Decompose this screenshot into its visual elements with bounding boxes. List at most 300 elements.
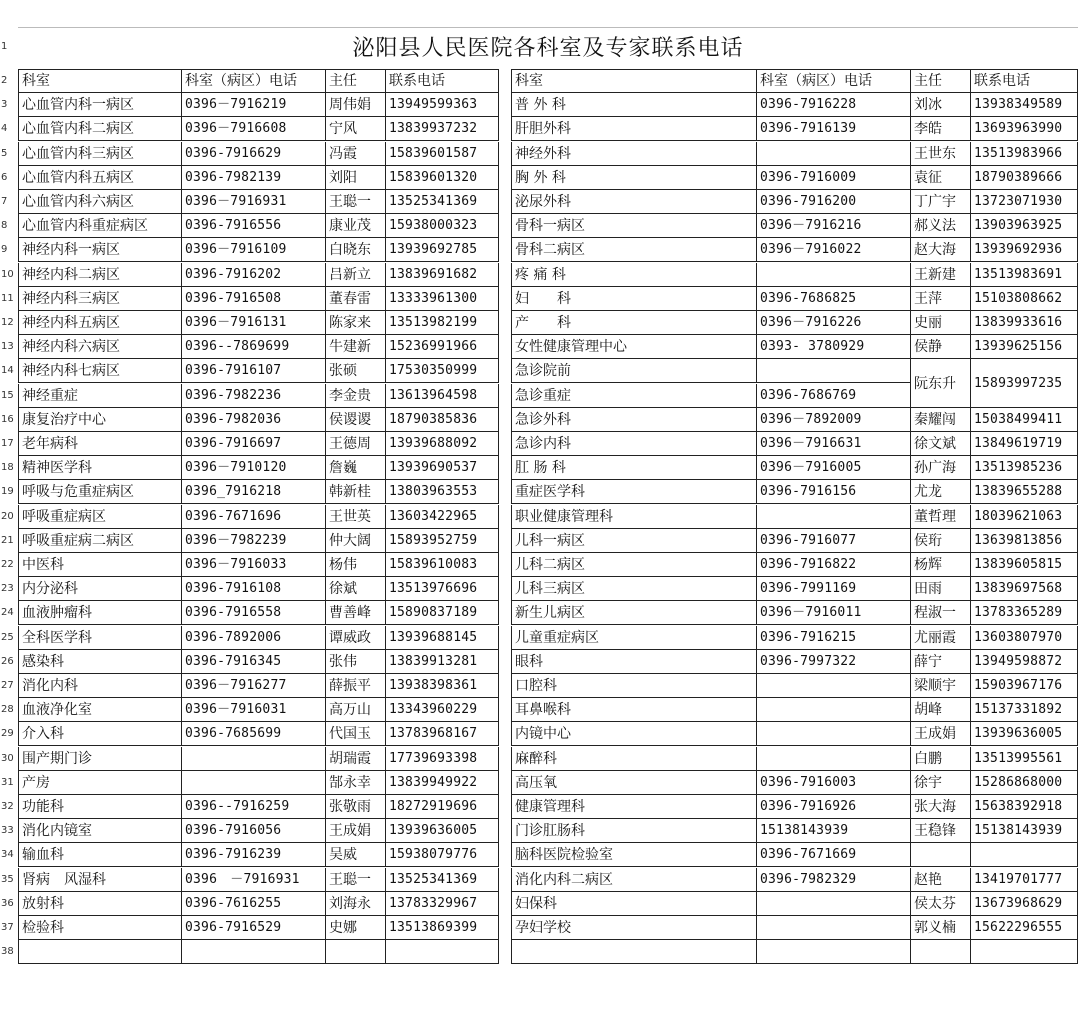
right-cell-contact-phone: 15038499411 [970,408,1078,432]
left-cell-director: 曹善峰 [325,601,385,625]
left-cell-contact-phone: 18272919696 [385,795,499,819]
right-cell-dept: 儿科三病区 [511,577,756,601]
left-cell-dept-phone: 0396-7671696 [181,505,325,529]
left-cell-director: 侯谡谡 [325,408,385,432]
right-cell-dept-phone: 0396-7916077 [756,529,910,553]
right-cell-contact-phone: 13673968629 [970,892,1078,916]
page-title: 泌阳县人民医院各科室及专家联系电话 [18,27,1078,70]
left-cell-dept: 心血管内科二病区 [18,117,181,141]
right-cell-dept: 高压氧 [511,771,756,795]
row-number: 37 [1,922,14,933]
right-cell-contact-phone: 13723071930 [970,190,1078,214]
left-cell-dept: 康复治疗中心 [18,408,181,432]
row-number: 29 [1,728,14,740]
right-cell-dept: 新生儿病区 [511,601,756,625]
row-number: 38 [1,946,14,958]
right-cell-director: 郭义楠 [910,916,970,940]
right-cell-director [910,940,970,964]
left-cell-director: 薛振平 [325,674,385,698]
right-cell-director: 王新建 [910,263,970,287]
right-cell-dept-phone [756,940,910,964]
left-cell-contact-phone: 13939688092 [385,432,499,456]
left-cell-dept: 呼吸与危重症病区 [18,480,181,504]
left-cell-director: 王成娟 [325,819,385,843]
right-cell-dept: 健康管理科 [511,795,756,819]
left-cell-dept-phone: 0396-7916508 [181,287,325,311]
left-cell-dept-phone: 0396-7916558 [181,601,325,625]
right-cell-contact-phone: 13839655288 [970,480,1078,504]
right-cell-dept: 内镜中心 [511,722,756,746]
right-cell-contact-phone: 13938349589 [970,93,1078,117]
left-cell-contact-phone: 13949599363 [385,93,499,117]
right-cell-contact-phone: 15138143939 [970,819,1078,843]
right-cell-director: 李皓 [910,117,970,141]
right-cell-dept: 肛 肠 科 [511,456,756,480]
left-cell-contact-phone: 13839691682 [385,263,499,287]
right-cell-contact-phone: 13693963990 [970,117,1078,141]
left-cell-dept: 呼吸重症病二病区 [18,529,181,553]
right-cell-contact-phone: 13903963925 [970,214,1078,238]
right-cell-director: 赵艳 [910,868,970,892]
row-number: 12 [1,317,14,328]
row-number: 32 [1,801,14,812]
right-cell-dept: 肝胆外科 [511,117,756,141]
row-number: 26 [1,655,14,667]
right-cell-dept: 消化内科二病区 [511,868,756,892]
left-cell-director: 康业茂 [325,214,385,238]
right-cell-dept: 骨科一病区 [511,214,756,238]
left-cell-director: 牛建新 [325,335,385,359]
left-cell-contact-phone: 18790385836 [385,408,499,432]
right-cell-dept-phone: 0393- 3780929 [756,335,910,359]
right-cell-dept: 口腔科 [511,674,756,698]
left-cell-contact-phone: 13839937232 [385,117,499,141]
left-cell-dept-phone: 0396－7916219 [181,93,325,117]
right-cell-contact-phone: 13419701777 [970,868,1078,892]
row-number: 2 [1,75,8,86]
left-cell-dept-phone: 0396－7916109 [181,238,325,262]
right-cell-dept-phone [756,722,910,746]
right-cell-contact-phone: 18790389666 [970,166,1078,190]
left-cell-dept-phone [181,771,325,795]
left-cell-director: 吕新立 [325,263,385,287]
left-cell-director: 郜永幸 [325,771,385,795]
right-cell-director: 张大海 [910,795,970,819]
right-cell-dept: 普 外 科 [511,93,756,117]
right-cell-director: 丁广宇 [910,190,970,214]
left-cell-dept-phone: 0396-7982139 [181,166,325,190]
left-cell-dept: 中医科 [18,553,181,577]
right-cell-dept-phone [756,263,910,287]
left-cell-dept-phone: 0396 －7916931 [181,868,325,892]
right-cell-contact-phone: 13939625156 [970,335,1078,359]
row-number: 6 [1,171,8,183]
right-cell-contact-phone: 13513985236 [970,456,1078,480]
left-cell-director: 王聪一 [325,190,385,214]
left-cell-dept: 检验科 [18,916,181,940]
right-cell-dept-phone: 0396-7916926 [756,795,910,819]
row-number: 7 [1,196,8,207]
right-cell-director: 薛宁 [910,650,970,674]
row-number: 14 [1,365,14,377]
left-cell-director: 王聪一 [325,868,385,892]
left-cell-dept: 消化内科 [18,674,181,698]
left-cell-contact-phone: 13525341369 [385,868,499,892]
right-cell-dept: 妇 科 [511,287,756,311]
right-cell-contact-phone: 13513995561 [970,747,1078,771]
left-cell-dept: 血液肿瘤科 [18,601,181,625]
right-cell-contact-phone: 13639813856 [970,529,1078,553]
left-cell-director: 王世英 [325,505,385,529]
row-number: 28 [1,704,14,716]
right-cell-dept-phone: 0396－7916005 [756,456,910,480]
left-cell-contact-phone: 15890837189 [385,601,499,625]
left-cell-director: 宁风 [325,117,385,141]
right-cell-director: 胡峰 [910,698,970,722]
left-cell-contact-phone: 15236991966 [385,335,499,359]
left-cell-dept-phone: 0396-7916529 [181,916,325,940]
right-cell-dept-phone: 0396－7916022 [756,238,910,262]
left-cell-dept-phone: 0396--7916259 [181,795,325,819]
right-cell-dept: 骨科二病区 [511,238,756,262]
left-cell-contact-phone: 13603422965 [385,505,499,529]
right-cell-director: 王成娟 [910,722,970,746]
row-number: 11 [1,292,14,304]
left-cell-director: 代国玉 [325,722,385,746]
right-cell-dept-phone [756,916,910,940]
left-cell-dept: 输血科 [18,843,181,867]
right-header-contact-phone: 联系电话 [970,69,1078,93]
right-cell-dept: 妇保科 [511,892,756,916]
right-cell-dept: 重症医学科 [511,480,756,504]
right-cell-dept-phone: 0396－7892009 [756,408,910,432]
right-cell-dept: 女性健康管理中心 [511,335,756,359]
right-cell-dept: 泌尿外科 [511,190,756,214]
left-cell-director: 胡瑞霞 [325,747,385,771]
right-cell-dept-phone: 0396-7916003 [756,771,910,795]
right-cell-dept: 耳鼻喉科 [511,698,756,722]
right-cell-contact-phone: 15286868000 [970,771,1078,795]
left-cell-dept: 血液净化室 [18,698,181,722]
left-cell-dept-phone: 0396－7916031 [181,698,325,722]
left-cell-contact-phone: 15839610083 [385,553,499,577]
right-cell-director: 杨辉 [910,553,970,577]
left-cell-dept-phone: 0396-7916556 [181,214,325,238]
right-cell-dept: 急诊内科 [511,432,756,456]
left-cell-director: 谭威政 [325,626,385,650]
left-cell-contact-phone: 13939692785 [385,238,499,262]
right-cell-dept-phone: 0396－7916216 [756,214,910,238]
row-number: 3 [1,99,8,111]
left-cell-dept: 老年病科 [18,432,181,456]
row-number: 23 [1,583,14,595]
left-cell-dept: 呼吸重症病区 [18,505,181,529]
left-header-director: 主任 [325,69,385,93]
right-cell-contact-phone: 13939692936 [970,238,1078,262]
row-number: 31 [1,776,14,788]
row-number: 18 [1,462,14,474]
left-cell-dept-phone [181,747,325,771]
right-cell-director: 程淑一 [910,601,970,625]
left-cell-director: 王德周 [325,432,385,456]
row-number: 36 [1,897,14,909]
left-cell-dept: 放射科 [18,892,181,916]
right-cell-director: 侯太芬 [910,892,970,916]
left-cell-dept: 神经内科三病区 [18,287,181,311]
right-cell-contact-phone: 15903967176 [970,674,1078,698]
left-cell-director: 刘阳 [325,166,385,190]
left-cell-contact-phone: 13803963553 [385,480,499,504]
right-cell-director: 王世东 [910,142,970,166]
left-cell-contact-phone: 15938079776 [385,843,499,867]
right-cell-dept: 眼科 [511,650,756,674]
right-cell-contact-phone: 13839697568 [970,577,1078,601]
right-cell-dept-phone: 0396-7916009 [756,166,910,190]
left-cell-dept-phone: 0396_7916218 [181,480,325,504]
right-cell-director: 郝义法 [910,214,970,238]
right-header-dept: 科室 [511,69,756,93]
row-number: 5 [1,147,8,159]
left-cell-dept-phone: 0396-7685699 [181,722,325,746]
right-cell-dept-phone [756,505,910,529]
right-cell-director: 秦耀闯 [910,408,970,432]
right-cell-director: 赵大海 [910,238,970,262]
right-cell-director: 刘冰 [910,93,970,117]
right-cell-contact-phone: 13849619719 [970,432,1078,456]
left-cell-dept-phone: 0396－7916277 [181,674,325,698]
left-cell-dept [18,940,181,964]
left-cell-dept-phone: 0396-7982236 [181,384,325,408]
left-cell-dept: 神经内科一病区 [18,238,181,262]
right-cell-director: 史丽 [910,311,970,335]
left-cell-dept: 心血管内科六病区 [18,190,181,214]
left-cell-dept-phone: 0396－7916608 [181,117,325,141]
left-cell-dept-phone: 0396－7916033 [181,553,325,577]
right-cell-contact-phone: 13603807970 [970,626,1078,650]
right-cell-dept-phone: 0396-7991169 [756,577,910,601]
left-cell-dept-phone: 0396-7982036 [181,408,325,432]
row-number: 17 [1,438,14,449]
left-cell-contact-phone: 17530350999 [385,359,499,383]
right-cell-dept: 脑科医院检验室 [511,843,756,867]
right-cell-director: 董哲理 [910,505,970,529]
row-number: 13 [1,341,14,353]
left-cell-contact-phone: 13513976696 [385,577,499,601]
left-cell-dept: 神经内科七病区 [18,359,181,383]
right-header-director: 主任 [910,69,970,93]
right-cell-dept: 胸 外 科 [511,166,756,190]
left-cell-director: 冯霞 [325,142,385,166]
right-cell-director: 孙广海 [910,456,970,480]
right-cell-dept-phone [756,698,910,722]
left-cell-contact-phone: 13939690537 [385,456,499,480]
left-cell-dept: 神经内科五病区 [18,311,181,335]
left-cell-dept: 介入科 [18,722,181,746]
left-cell-dept-phone: 0396-7616255 [181,892,325,916]
right-cell-director: 王稳锋 [910,819,970,843]
right-cell-contact-phone: 13513983966 [970,142,1078,166]
right-cell-director: 尤龙 [910,480,970,504]
left-cell-contact-phone: 15839601587 [385,142,499,166]
right-cell-dept [511,940,756,964]
right-cell-director: 白鹏 [910,747,970,771]
left-cell-dept: 心血管内科三病区 [18,142,181,166]
right-cell-contact-phone: 13513983691 [970,263,1078,287]
right-cell-dept: 门诊肛肠科 [511,819,756,843]
right-cell-dept-phone: 0396-7916156 [756,480,910,504]
left-cell-dept: 产房 [18,771,181,795]
left-header-dept-phone: 科室（病区）电话 [181,69,325,93]
left-cell-director: 吴威 [325,843,385,867]
row-number: 21 [1,534,14,546]
right-cell-dept-phone: 0396-7982329 [756,868,910,892]
left-cell-contact-phone: 13839949922 [385,771,499,795]
right-cell-contact-phone: 18039621063 [970,505,1078,529]
right-header-dept-phone: 科室（病区）电话 [756,69,910,93]
right-cell-contact-phone: 13949598872 [970,650,1078,674]
right-cell-dept: 职业健康管理科 [511,505,756,529]
right-cell-dept-phone: 0396－7916226 [756,311,910,335]
left-cell-dept-phone: 0396--7869699 [181,335,325,359]
row-number: 30 [1,752,14,764]
left-cell-dept: 消化内镜室 [18,819,181,843]
right-cell-dept: 儿科二病区 [511,553,756,577]
right-merged-contact-phone: 15893997235 [970,359,1078,407]
left-cell-contact-phone: 13938398361 [385,674,499,698]
left-header-dept: 科室 [18,69,181,93]
left-cell-dept: 心血管内科一病区 [18,93,181,117]
left-cell-contact-phone: 13939636005 [385,819,499,843]
right-cell-dept-phone: 0396－7916631 [756,432,910,456]
row-number: 25 [1,631,14,643]
left-cell-director: 高万山 [325,698,385,722]
right-cell-dept-phone: 0396-7916822 [756,553,910,577]
right-cell-dept-phone: 0396-7671669 [756,843,910,867]
right-cell-dept: 疼 痛 科 [511,263,756,287]
right-cell-director: 袁征 [910,166,970,190]
left-cell-dept: 全科医学科 [18,626,181,650]
left-cell-contact-phone: 13343960229 [385,698,499,722]
right-cell-dept-phone [756,892,910,916]
left-cell-contact-phone: 13513869399 [385,916,499,940]
left-cell-contact-phone [385,940,499,964]
right-cell-director: 王萍 [910,287,970,311]
left-cell-dept-phone: 0396-7892006 [181,626,325,650]
left-cell-dept-phone: 0396-7916239 [181,843,325,867]
left-cell-dept-phone [181,940,325,964]
left-cell-dept-phone: 0396－7910120 [181,456,325,480]
left-cell-director: 周伟娟 [325,93,385,117]
row-number: 1 [1,41,8,52]
right-cell-dept: 产 科 [511,311,756,335]
right-cell-contact-phone: 15103808662 [970,287,1078,311]
left-cell-director: 仲大阔 [325,529,385,553]
left-header-contact-phone: 联系电话 [385,69,499,93]
right-cell-dept: 急诊院前 [511,359,756,383]
left-cell-director: 杨伟 [325,553,385,577]
right-cell-dept-phone: 0396-7686825 [756,287,910,311]
right-cell-director: 尤丽霞 [910,626,970,650]
right-cell-contact-phone: 13939636005 [970,722,1078,746]
left-cell-director: 史娜 [325,916,385,940]
left-cell-director: 张硕 [325,359,385,383]
left-cell-dept-phone: 0396-7916107 [181,359,325,383]
row-number: 27 [1,680,14,691]
left-cell-dept: 肾病 风湿科 [18,868,181,892]
right-merged-director: 阮东升 [910,359,970,407]
right-cell-dept-phone: 0396-7916139 [756,117,910,141]
left-cell-dept: 内分泌科 [18,577,181,601]
right-cell-contact-phone: 13839605815 [970,553,1078,577]
right-cell-dept-phone: 0396-7916228 [756,93,910,117]
left-cell-dept-phone: 0396－7916131 [181,311,325,335]
right-cell-director: 徐宇 [910,771,970,795]
left-cell-contact-phone: 17739693398 [385,747,499,771]
row-number: 20 [1,510,14,522]
left-cell-contact-phone: 13783329967 [385,892,499,916]
row-number: 35 [1,873,14,885]
left-cell-director: 詹巍 [325,456,385,480]
left-cell-director: 张敬雨 [325,795,385,819]
left-cell-director: 刘海永 [325,892,385,916]
right-cell-director: 田雨 [910,577,970,601]
right-cell-dept: 儿童重症病区 [511,626,756,650]
left-cell-dept: 神经内科六病区 [18,335,181,359]
right-cell-dept: 急诊外科 [511,408,756,432]
right-cell-dept: 神经外科 [511,142,756,166]
left-cell-contact-phone: 13939688145 [385,626,499,650]
left-cell-dept-phone: 0396-7916697 [181,432,325,456]
right-cell-dept-phone [756,142,910,166]
left-cell-director: 徐斌 [325,577,385,601]
left-cell-dept: 心血管内科五病区 [18,166,181,190]
right-cell-dept-phone: 0396-7916200 [756,190,910,214]
left-cell-dept: 围产期门诊 [18,747,181,771]
row-number: 8 [1,220,8,232]
left-cell-dept-phone: 0396-7916056 [181,819,325,843]
left-cell-dept-phone: 0396-7916108 [181,577,325,601]
left-cell-contact-phone: 13783968167 [385,722,499,746]
left-cell-director: 董春雷 [325,287,385,311]
right-cell-dept-phone: 0396-7997322 [756,650,910,674]
left-cell-contact-phone: 13513982199 [385,311,499,335]
left-cell-dept: 神经重症 [18,384,181,408]
right-cell-dept: 儿科一病区 [511,529,756,553]
row-number: 22 [1,559,14,570]
right-cell-dept-phone: 0396－7916011 [756,601,910,625]
left-cell-contact-phone: 13333961300 [385,287,499,311]
left-cell-director: 白晓东 [325,238,385,262]
row-number: 9 [1,244,8,256]
left-cell-director: 韩新桂 [325,480,385,504]
right-cell-dept: 麻醉科 [511,747,756,771]
row-number: 15 [1,389,14,401]
left-cell-contact-phone: 15938000323 [385,214,499,238]
left-cell-director [325,940,385,964]
row-number: 19 [1,486,14,498]
right-cell-dept-phone: 0396-7686769 [756,384,910,408]
right-cell-contact-phone: 13839933616 [970,311,1078,335]
left-cell-dept-phone: 0396－7916931 [181,190,325,214]
right-cell-contact-phone [970,843,1078,867]
right-cell-director: 侯珩 [910,529,970,553]
row-number: 34 [1,849,14,861]
left-cell-dept: 精神医学科 [18,456,181,480]
left-cell-dept: 感染科 [18,650,181,674]
right-cell-dept-phone [756,747,910,771]
left-cell-dept-phone: 0396-7916202 [181,263,325,287]
left-cell-dept-phone: 0396－7982239 [181,529,325,553]
